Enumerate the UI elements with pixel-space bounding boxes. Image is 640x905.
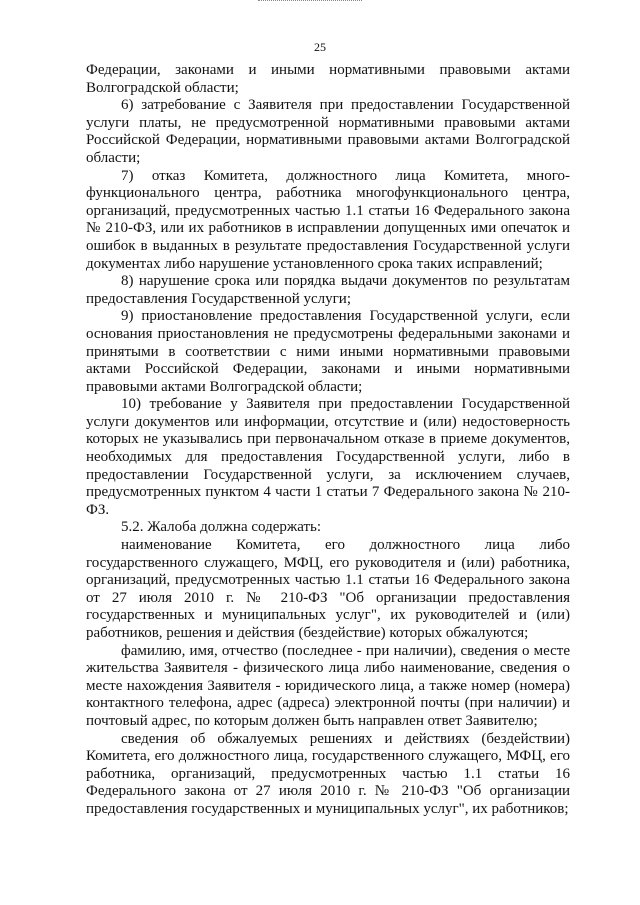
- paragraph: 9) приостановление предоставления Государственной услуги, если основания приостановления не предусмотрены федеральными законами и принятыми в соответствии с ними иными нормативными правовыми актами Российской Федерации, законами и иными нормативными правовыми актами Волгоградской области;: [86, 308, 570, 395]
- paragraph: 5.2. Жалоба должна содержать:: [121, 519, 322, 536]
- paragraph: фамилию, имя, отчество (последнее - при наличии), сведения о месте жительства Заявителя - физического лица либо наименование, сведения о месте нахождения Заявителя - юридического лица, а также номер (номера) контактного телефона, адрес (адреса) электронной почты (при наличии) и почтовый адрес, по которым должен быть направлен ответ Заявителю;: [86, 642, 570, 729]
- paragraph: Федерации, законами и иными нормативными правовыми актами Волгоградской области;: [86, 62, 570, 96]
- scan-edge-mark: [258, 0, 362, 3]
- paragraph: 6) затребование с Заявителя при предоставлении Государственной услуги платы, не предусмотренной нормативными правовыми актами Российской Федерации, нормативными правовыми актами Волгоградской области;: [86, 97, 570, 166]
- paragraph: наименование Комитета, его должностного лица либо государственного служащего, МФЦ, его руководителя и (или) работника, организаций, предусмотренных частью 1.1 статьи 16 Федерального закона от 27 июля 2010 г. № 210-ФЗ "Об организации предоставления государственных и муниципальных услуг", их руководителей и (или) работников, решения и действия (бездействие) которых обжалуются;: [86, 537, 570, 641]
- paragraph: 7) отказ Комитета, должностного лица Комитета, много-функционального центра, работника многофункционального центра, организаций, предусмотренных частью 1.1 статьи 16 Федерального закона № 210-ФЗ, или их работников в исправлении допущенных ими опечаток и ошибок в выданных в результате предоставления Государственной услуги документах либо нарушение установленного срока таких исправлений;: [86, 167, 570, 272]
- page-number: 25: [314, 40, 326, 54]
- document-body: [86, 62, 570, 819]
- paragraph: 10) требование у Заявителя при предоставлении Государственной услуги документов или информации, отсутствие и (или) недостоверность которых не указывались при первоначальном отказе в приеме документов, необходимых для предоставления Государственной услуги, либо в предоставлении Государственной услуги, за исключением случаев, предусмотренных пунктом 4 части 1 статьи 7 Федерального закона № 210-ФЗ.: [86, 396, 570, 518]
- paragraph: сведения об обжалуемых решениях и действиях (бездействии) Комитета, его должностного лица, государственного служащего, МФЦ, его работника, организаций, предусмотренных частью 1.1 статьи 16 Федерального закона от 27 июля 2010 г. № 210-ФЗ "Об организации предоставления государственных и муниципальных услуг", их работников;: [86, 730, 570, 817]
- paragraph: 8) нарушение срока или порядка выдачи документов по результатам предоставления Государственной услуги;: [86, 273, 570, 307]
